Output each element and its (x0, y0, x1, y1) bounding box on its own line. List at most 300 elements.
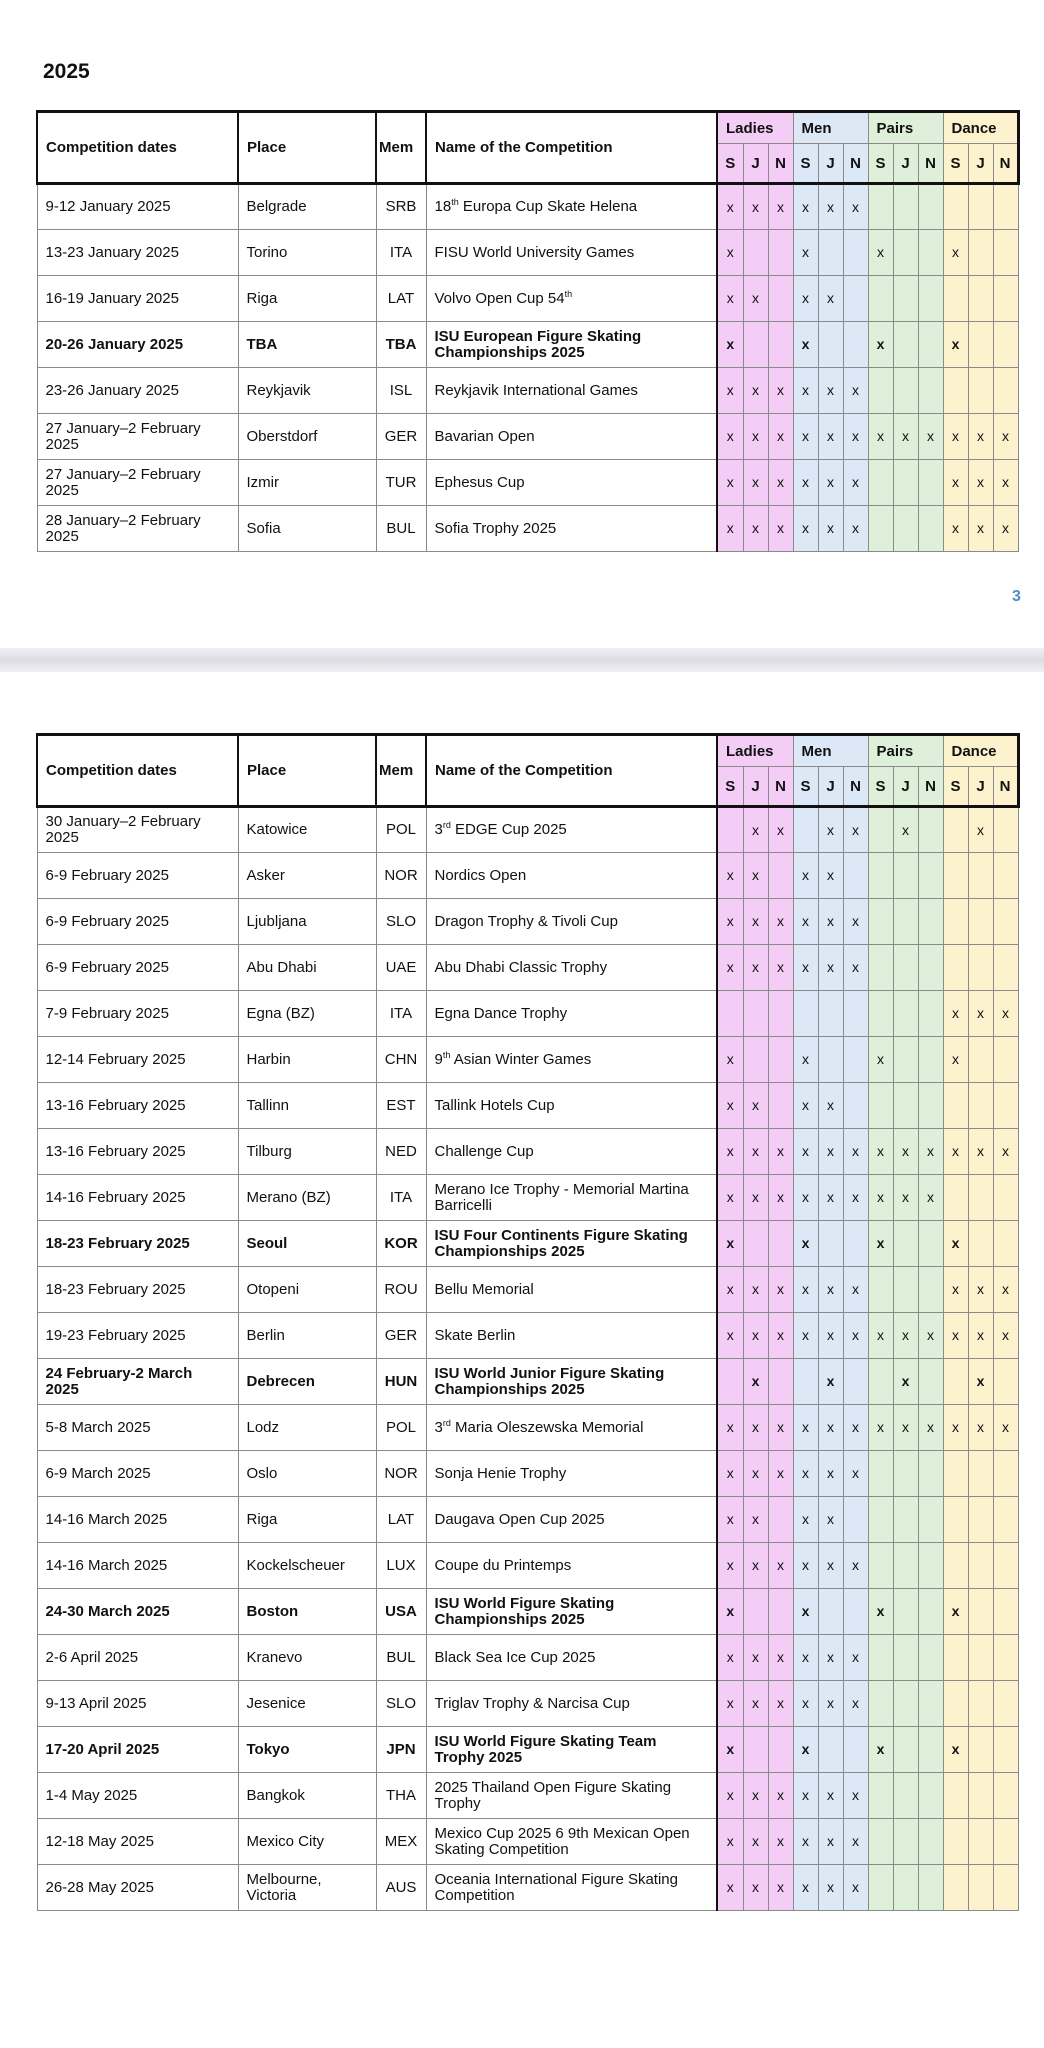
mark-pairs-n (918, 506, 943, 552)
mark-pairs-j (893, 1635, 918, 1681)
header-sub-ladies-n: N (768, 767, 793, 807)
mark-pairs-s: x (868, 1405, 893, 1451)
header-sub-dance-n: N (993, 767, 1018, 807)
cell-member: GER (376, 1313, 426, 1359)
mark-men-n: x (843, 1865, 868, 1911)
mark-ladies-j: x (743, 460, 768, 506)
cell-competition-name: Ephesus Cup (426, 460, 717, 506)
cell-competition-name: Egna Dance Trophy (426, 991, 717, 1037)
cell-dates: 9-13 April 2025 (37, 1681, 238, 1727)
mark-ladies-s: x (717, 1129, 743, 1175)
mark-men-j: x (818, 1497, 843, 1543)
table-row (37, 1773, 1018, 1819)
mark-men-s: x (793, 1865, 818, 1911)
mark-pairs-n (918, 276, 943, 322)
header-sub-ladies-n: N (768, 144, 793, 184)
cell-place: TBA (238, 322, 376, 368)
header-sub-dance-s: S (943, 767, 968, 807)
mark-men-s (793, 1359, 818, 1405)
cell-place: Riga (238, 1497, 376, 1543)
mark-pairs-n: x (918, 1405, 943, 1451)
cell-place: Katowice (238, 807, 376, 853)
mark-pairs-j (893, 1497, 918, 1543)
mark-ladies-s: x (717, 414, 743, 460)
table-row (37, 1083, 1018, 1129)
mark-pairs-j (893, 1727, 918, 1773)
header-sub-men-s: S (793, 767, 818, 807)
mark-ladies-j: x (743, 807, 768, 853)
mark-men-n: x (843, 1129, 868, 1175)
header-sub-pairs-s: S (868, 144, 893, 184)
calendar-table-1 (36, 110, 1020, 552)
mark-men-n: x (843, 1267, 868, 1313)
mark-ladies-j: x (743, 1083, 768, 1129)
mark-dance-j (968, 1635, 993, 1681)
mark-men-j: x (818, 1359, 843, 1405)
mark-dance-s (943, 1175, 968, 1221)
header-sub-ladies-s: S (717, 144, 743, 184)
header-dance: Dance (943, 735, 1018, 767)
header-mem: Mem (376, 735, 426, 807)
mark-pairs-s: x (868, 1727, 893, 1773)
header-sub-pairs-s: S (868, 767, 893, 807)
mark-pairs-s (868, 853, 893, 899)
cell-dates: 2-6 April 2025 (37, 1635, 238, 1681)
cell-dates: 13-16 February 2025 (37, 1129, 238, 1175)
mark-dance-s (943, 899, 968, 945)
cell-dates: 30 January–2 February 2025 (37, 807, 238, 853)
mark-ladies-j: x (743, 1359, 768, 1405)
cell-member: POL (376, 807, 426, 853)
mark-dance-j (968, 1221, 993, 1267)
cell-dates: 6-9 March 2025 (37, 1451, 238, 1497)
mark-pairs-s (868, 945, 893, 991)
header-dates: Competition dates (37, 112, 238, 184)
mark-pairs-j (893, 1267, 918, 1313)
mark-pairs-j (893, 1865, 918, 1911)
mark-dance-s: x (943, 1037, 968, 1083)
mark-men-s: x (793, 322, 818, 368)
mark-ladies-n (768, 853, 793, 899)
mark-ladies-s: x (717, 184, 743, 230)
mark-men-s: x (793, 506, 818, 552)
mark-dance-n (993, 230, 1018, 276)
cell-place: Boston (238, 1589, 376, 1635)
name-text-rest: EDGE Cup 2025 (450, 821, 567, 839)
mark-pairs-s: x (868, 1037, 893, 1083)
name-ordinal-suffix: th (564, 288, 573, 299)
mark-ladies-j: x (743, 1129, 768, 1175)
mark-men-n: x (843, 1405, 868, 1451)
mark-ladies-j: x (743, 1865, 768, 1911)
mark-ladies-s: x (717, 230, 743, 276)
mark-dance-s (943, 184, 968, 230)
header-mem: Mem (376, 112, 426, 184)
mark-men-s: x (793, 368, 818, 414)
mark-ladies-s: x (717, 1175, 743, 1221)
mark-pairs-s (868, 506, 893, 552)
cell-place: Oslo (238, 1451, 376, 1497)
mark-ladies-s: x (717, 368, 743, 414)
cell-place: Torino (238, 230, 376, 276)
mark-pairs-j: x (893, 1175, 918, 1221)
mark-pairs-j: x (893, 1313, 918, 1359)
cell-place: Berlin (238, 1313, 376, 1359)
mark-ladies-s: x (717, 1405, 743, 1451)
mark-men-n: x (843, 1773, 868, 1819)
mark-pairs-n (918, 1083, 943, 1129)
mark-pairs-j (893, 899, 918, 945)
mark-dance-j (968, 230, 993, 276)
name-text: 3 (434, 821, 443, 839)
cell-member: LAT (376, 276, 426, 322)
mark-ladies-s: x (717, 899, 743, 945)
mark-men-n (843, 230, 868, 276)
header-sub-men-j: J (818, 767, 843, 807)
mark-men-j: x (818, 853, 843, 899)
mark-pairs-n (918, 1267, 943, 1313)
cell-member: UAE (376, 945, 426, 991)
header-sub-dance-n: N (993, 144, 1018, 184)
cell-dates: 24 February-2 March 2025 (37, 1359, 238, 1405)
cell-competition-name: Tallink Hotels Cup (426, 1083, 717, 1129)
mark-ladies-n: x (768, 1773, 793, 1819)
mark-ladies-n: x (768, 368, 793, 414)
mark-men-j: x (818, 1635, 843, 1681)
header-sub-men-s: S (793, 144, 818, 184)
mark-dance-j: x (968, 1359, 993, 1405)
cell-dates: 13-23 January 2025 (37, 230, 238, 276)
mark-dance-j (968, 1497, 993, 1543)
mark-men-j: x (818, 1267, 843, 1313)
mark-men-j (818, 1727, 843, 1773)
mark-men-j: x (818, 368, 843, 414)
header-sub-men-n: N (843, 144, 868, 184)
mark-pairs-n (918, 230, 943, 276)
mark-ladies-s: x (717, 322, 743, 368)
mark-dance-s: x (943, 1313, 968, 1359)
mark-men-n: x (843, 184, 868, 230)
table-row (37, 1129, 1018, 1175)
mark-ladies-j: x (743, 1635, 768, 1681)
cell-dates: 12-18 May 2025 (37, 1819, 238, 1865)
mark-ladies-n (768, 1727, 793, 1773)
mark-dance-n: x (993, 1267, 1018, 1313)
mark-pairs-s (868, 276, 893, 322)
mark-men-n: x (843, 460, 868, 506)
mark-dance-j (968, 1083, 993, 1129)
cell-place: Abu Dhabi (238, 945, 376, 991)
cell-member: ITA (376, 1175, 426, 1221)
page-number: 3 (1012, 588, 1021, 605)
mark-dance-n (993, 1359, 1018, 1405)
table-row (37, 1037, 1018, 1083)
mark-ladies-s: x (717, 1037, 743, 1083)
mark-dance-j: x (968, 460, 993, 506)
mark-men-n (843, 1037, 868, 1083)
mark-pairs-j (893, 460, 918, 506)
mark-men-n: x (843, 1313, 868, 1359)
mark-pairs-s (868, 991, 893, 1037)
mark-pairs-n: x (918, 1175, 943, 1221)
header-dance: Dance (943, 112, 1018, 144)
cell-competition-name: Bavarian Open (426, 414, 717, 460)
mark-ladies-j: x (743, 184, 768, 230)
mark-men-n (843, 1589, 868, 1635)
mark-dance-s (943, 1635, 968, 1681)
mark-men-n: x (843, 945, 868, 991)
name-text-rest: Europa Cup Skate Helena (458, 198, 638, 216)
mark-men-j: x (818, 1819, 843, 1865)
mark-pairs-j: x (893, 807, 918, 853)
mark-men-n (843, 1497, 868, 1543)
mark-ladies-s: x (717, 1313, 743, 1359)
header-place: Place (238, 735, 376, 807)
cell-place: Egna (BZ) (238, 991, 376, 1037)
mark-ladies-j: x (743, 1819, 768, 1865)
mark-ladies-j: x (743, 945, 768, 991)
header-sub-pairs-n: N (918, 767, 943, 807)
mark-dance-s: x (943, 1267, 968, 1313)
mark-men-j: x (818, 1451, 843, 1497)
mark-ladies-n (768, 1083, 793, 1129)
mark-men-n (843, 991, 868, 1037)
mark-dance-s (943, 1865, 968, 1911)
mark-dance-j: x (968, 807, 993, 853)
mark-ladies-j (743, 230, 768, 276)
mark-pairs-j (893, 322, 918, 368)
cell-place: Bangkok (238, 1773, 376, 1819)
header-place: Place (238, 112, 376, 184)
mark-dance-n (993, 1589, 1018, 1635)
mark-men-n (843, 1727, 868, 1773)
mark-pairs-j (893, 1221, 918, 1267)
mark-ladies-n (768, 276, 793, 322)
cell-dates: 5-8 March 2025 (37, 1405, 238, 1451)
table-row (37, 414, 1018, 460)
mark-ladies-j (743, 1727, 768, 1773)
mark-pairs-s (868, 1819, 893, 1865)
mark-dance-s: x (943, 322, 968, 368)
mark-dance-j: x (968, 506, 993, 552)
mark-pairs-s: x (868, 1129, 893, 1175)
mark-men-n: x (843, 1681, 868, 1727)
cell-member: USA (376, 1589, 426, 1635)
cell-competition-name: Challenge Cup (426, 1129, 717, 1175)
mark-men-j: x (818, 1083, 843, 1129)
mark-ladies-n: x (768, 1819, 793, 1865)
mark-pairs-s (868, 1865, 893, 1911)
mark-men-j: x (818, 945, 843, 991)
mark-pairs-j: x (893, 1129, 918, 1175)
mark-ladies-j (743, 1589, 768, 1635)
cell-member: BUL (376, 506, 426, 552)
cell-competition-name: ISU World Figure Skating Team Trophy 2025 (426, 1727, 717, 1773)
mark-pairs-n (918, 945, 943, 991)
mark-dance-j (968, 899, 993, 945)
header-sub-ladies-s: S (717, 767, 743, 807)
mark-ladies-n (768, 1497, 793, 1543)
cell-dates: 14-16 February 2025 (37, 1175, 238, 1221)
mark-men-n: x (843, 1451, 868, 1497)
mark-dance-n (993, 1773, 1018, 1819)
mark-men-s: x (793, 1773, 818, 1819)
table-header (37, 112, 1018, 184)
mark-dance-s (943, 807, 968, 853)
mark-ladies-s: x (717, 506, 743, 552)
mark-pairs-n (918, 1865, 943, 1911)
mark-ladies-j: x (743, 1497, 768, 1543)
cell-competition-name: Nordics Open (426, 853, 717, 899)
mark-pairs-j: x (893, 1359, 918, 1405)
mark-pairs-s: x (868, 1589, 893, 1635)
mark-dance-n (993, 1451, 1018, 1497)
mark-ladies-s: x (717, 1773, 743, 1819)
mark-pairs-j (893, 1543, 918, 1589)
mark-pairs-s (868, 1635, 893, 1681)
mark-ladies-n: x (768, 1313, 793, 1359)
cell-dates: 27 January–2 February 2025 (37, 414, 238, 460)
mark-men-j: x (818, 276, 843, 322)
mark-dance-n (993, 1727, 1018, 1773)
mark-pairs-j (893, 1083, 918, 1129)
mark-men-j (818, 991, 843, 1037)
mark-men-n (843, 853, 868, 899)
table-row (37, 460, 1018, 506)
cell-place: Lodz (238, 1405, 376, 1451)
mark-pairs-n (918, 1727, 943, 1773)
mark-ladies-n (768, 991, 793, 1037)
cell-member: THA (376, 1773, 426, 1819)
mark-men-j (818, 1037, 843, 1083)
table-row (37, 322, 1018, 368)
cell-dates: 1-4 May 2025 (37, 1773, 238, 1819)
cell-member: SLO (376, 1681, 426, 1727)
cell-member: MEX (376, 1819, 426, 1865)
header-sub-pairs-n: N (918, 144, 943, 184)
mark-dance-n (993, 184, 1018, 230)
cell-competition-name: FISU World University Games (426, 230, 717, 276)
name-text: 9 (434, 1050, 443, 1068)
mark-pairs-n (918, 853, 943, 899)
mark-pairs-n (918, 991, 943, 1037)
mark-ladies-n: x (768, 1405, 793, 1451)
mark-pairs-s: x (868, 322, 893, 368)
mark-dance-j (968, 1819, 993, 1865)
cell-member: HUN (376, 1359, 426, 1405)
mark-dance-j: x (968, 1313, 993, 1359)
mark-pairs-j (893, 1773, 918, 1819)
mark-ladies-j: x (743, 506, 768, 552)
cell-dates: 14-16 March 2025 (37, 1543, 238, 1589)
table-row (37, 1221, 1018, 1267)
mark-men-s (793, 991, 818, 1037)
mark-pairs-j (893, 1819, 918, 1865)
cell-place: Reykjavik (238, 368, 376, 414)
mark-ladies-n: x (768, 1129, 793, 1175)
cell-member: ROU (376, 1267, 426, 1313)
name-ordinal-suffix: rd (442, 820, 451, 831)
cell-competition-name (426, 1037, 717, 1083)
header-sub-ladies-j: J (743, 767, 768, 807)
mark-men-j: x (818, 1543, 843, 1589)
mark-dance-n (993, 1635, 1018, 1681)
mark-men-n: x (843, 1819, 868, 1865)
cell-member: BUL (376, 1635, 426, 1681)
mark-men-s: x (793, 1589, 818, 1635)
mark-ladies-n: x (768, 1175, 793, 1221)
cell-competition-name: Daugava Open Cup 2025 (426, 1497, 717, 1543)
mark-ladies-s: x (717, 1451, 743, 1497)
mark-dance-n (993, 807, 1018, 853)
mark-dance-n: x (993, 414, 1018, 460)
mark-dance-j (968, 1451, 993, 1497)
mark-dance-j: x (968, 1129, 993, 1175)
mark-ladies-j: x (743, 1267, 768, 1313)
mark-dance-n (993, 899, 1018, 945)
mark-ladies-j: x (743, 414, 768, 460)
mark-dance-j: x (968, 1405, 993, 1451)
cell-place: Merano (BZ) (238, 1175, 376, 1221)
mark-pairs-s: x (868, 230, 893, 276)
mark-ladies-s: x (717, 1635, 743, 1681)
header-sub-pairs-j: J (893, 767, 918, 807)
mark-ladies-s: x (717, 276, 743, 322)
cell-competition-name: Sonja Henie Trophy (426, 1451, 717, 1497)
cell-dates: 7-9 February 2025 (37, 991, 238, 1037)
mark-pairs-n (918, 1635, 943, 1681)
mark-pairs-s (868, 1497, 893, 1543)
mark-pairs-j (893, 506, 918, 552)
mark-dance-n: x (993, 506, 1018, 552)
header-sub-pairs-j: J (893, 144, 918, 184)
mark-men-n (843, 1221, 868, 1267)
cell-place: Izmir (238, 460, 376, 506)
name-ordinal-suffix: th (451, 197, 459, 208)
mark-ladies-j: x (743, 1543, 768, 1589)
mark-pairs-n (918, 1359, 943, 1405)
cell-dates: 12-14 February 2025 (37, 1037, 238, 1083)
cell-competition-name: Skate Berlin (426, 1313, 717, 1359)
table-row (37, 853, 1018, 899)
cell-dates: 17-20 April 2025 (37, 1727, 238, 1773)
mark-ladies-s: x (717, 1865, 743, 1911)
mark-pairs-j (893, 276, 918, 322)
mark-pairs-n (918, 460, 943, 506)
cell-dates: 14-16 March 2025 (37, 1497, 238, 1543)
cell-member: ITA (376, 230, 426, 276)
mark-dance-j: x (968, 991, 993, 1037)
mark-dance-j (968, 184, 993, 230)
header-ladies: Ladies (717, 112, 793, 144)
cell-place: Otopeni (238, 1267, 376, 1313)
mark-men-n: x (843, 1543, 868, 1589)
cell-competition-name: Sofia Trophy 2025 (426, 506, 717, 552)
mark-dance-s: x (943, 1405, 968, 1451)
mark-dance-n (993, 1865, 1018, 1911)
cell-member: LAT (376, 1497, 426, 1543)
table-row (37, 1405, 1018, 1451)
cell-place: Kranevo (238, 1635, 376, 1681)
cell-member: LUX (376, 1543, 426, 1589)
mark-dance-n (993, 322, 1018, 368)
mark-men-s: x (793, 1819, 818, 1865)
mark-men-s: x (793, 1267, 818, 1313)
mark-men-s: x (793, 1129, 818, 1175)
cell-dates: 18-23 February 2025 (37, 1267, 238, 1313)
mark-dance-s (943, 276, 968, 322)
mark-dance-s: x (943, 460, 968, 506)
